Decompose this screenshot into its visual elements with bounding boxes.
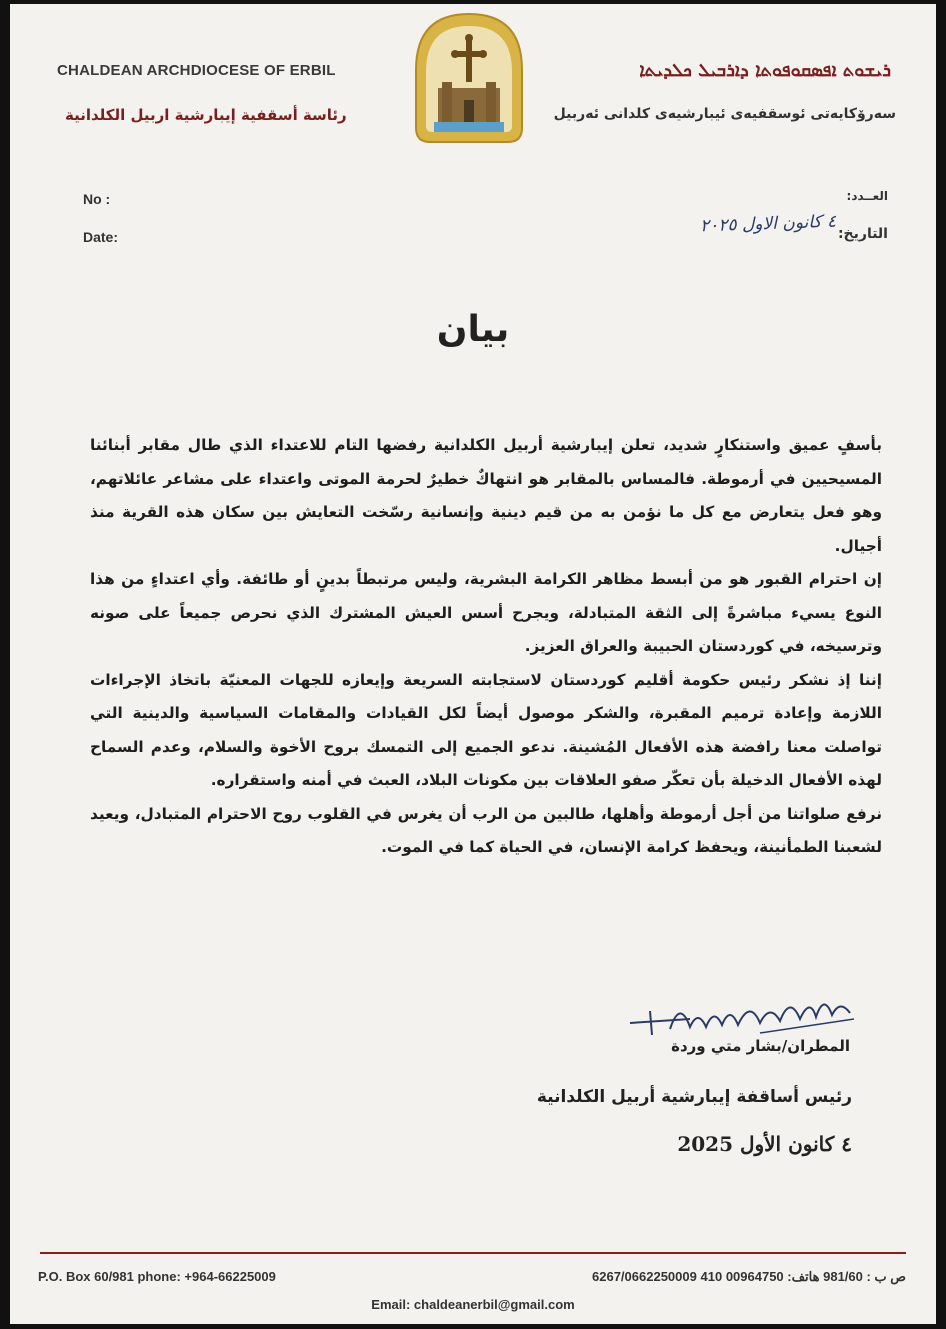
chaldean-cross-seal-icon <box>408 10 530 146</box>
footer-contact-ar: ص ب : 981/60 هاتف: 00964750 410 6267/0662250009 <box>592 1269 906 1284</box>
handwritten-date: ٤ كانون الاول ٢٠٢٥ <box>699 211 837 237</box>
number-label: No : <box>83 191 111 207</box>
paragraph-2: إن احترام القبور هو من أبسط مظاهر الكرامة البشرية، وليس مرتبطاً بدينٍ أو طائفة. وأي اعتداءٍ من هذا النوع يسيء مباشرةً إلى الثقة المتبادلة، ويجرح أسس العيش المشترك الذي نحرص جميعاً على صونه وترسيخه، في كوردستان الحبيبة والعراق العزيز. <box>90 570 882 655</box>
signer-title: رئيس أساقفة إيبارشية أربيل الكلدانية <box>536 1087 852 1107</box>
footer-contact-en: P.O. Box 60/981 phone: +964-66225009 <box>38 1269 276 1284</box>
syriac-org-name: ܪܝܫܘܬ ܐܦܣܩܘܦܘܬܐ ܕܐܪܒܝܠ ܟܠܕܝܬܐ <box>639 60 891 81</box>
signature-date: ٤ كانون الأول 2025 <box>677 1132 852 1156</box>
paragraph-1: بأسفٍ عميق واستنكارٍ شديد، تعلن إيبارشية أربيل الكلدانية رفضها التام للاعتداء الذي طال مقابر أبنائنا المسيحيين في أرموطة. فالمساس بالمقابر هو انتهاكٌ خطيرٌ لحرمة الموتى واعتداء على مشاعر عائلاتهم، وهو فعل يتعارض مع كل ما نؤمن به من قيم دينية وإنسانية رسّخت التعايش بين سكان هذه القرية منذ أجيال. <box>90 436 882 555</box>
english-org-name: CHALDEAN ARCHDIOCESE OF ERBIL <box>57 62 336 79</box>
number-label-ar: العــدد: <box>846 189 888 203</box>
kurdish-org-name: سەرۆکایەتی ئوسقفیەی ئیبارشیەی کلدانی ئەربیل <box>553 106 896 122</box>
arabic-org-name: رئاسة أسقفية إيبارشية اربيل الكلدانية <box>65 106 347 124</box>
date-label-ar: التاريخ: <box>837 226 888 242</box>
signer-name: المطران/بشار متي وردة <box>671 1037 850 1055</box>
statement-body <box>90 429 882 865</box>
paragraph-3: إننا إذ نشكر رئيس حكومة أقليم كوردستان لاستجابته السريعة وإيعازه للجهات المعنيّة باتخاذ الإجراءات اللازمة وإعادة ترميم المقبرة، والشكر موصول أيضاً لكل القيادات والمقامات السياسية والدينية التي تواصلت معنا رافضة هذه الأفعال المُشينة. ندعو الجميع إلى التمسك بروح الأخوة والسلام، وعدم السماح لهذه الأفعال الدخيلة بأن تعكّر صفو العلاقات بين مكونات البلاد، العبث في أمنه واستقراره. <box>90 670 882 789</box>
footer-email: Email: chaldeanerbil@gmail.com <box>371 1297 575 1312</box>
paragraph-4: نرفع صلواتنا من أجل أرموطة وأهلها، طالبين من الرب أن يغرس في القلوب روح الاحترام المتبادل، ويعيد لشعبنا الطمأنينة، ويحفظ كرامة الإنسان، في الحياة كما في الموت. <box>90 804 882 856</box>
letter-page <box>10 4 936 1324</box>
document-title: بيان <box>436 309 510 350</box>
footer-divider <box>40 1252 906 1254</box>
date-label: Date: <box>83 229 119 245</box>
